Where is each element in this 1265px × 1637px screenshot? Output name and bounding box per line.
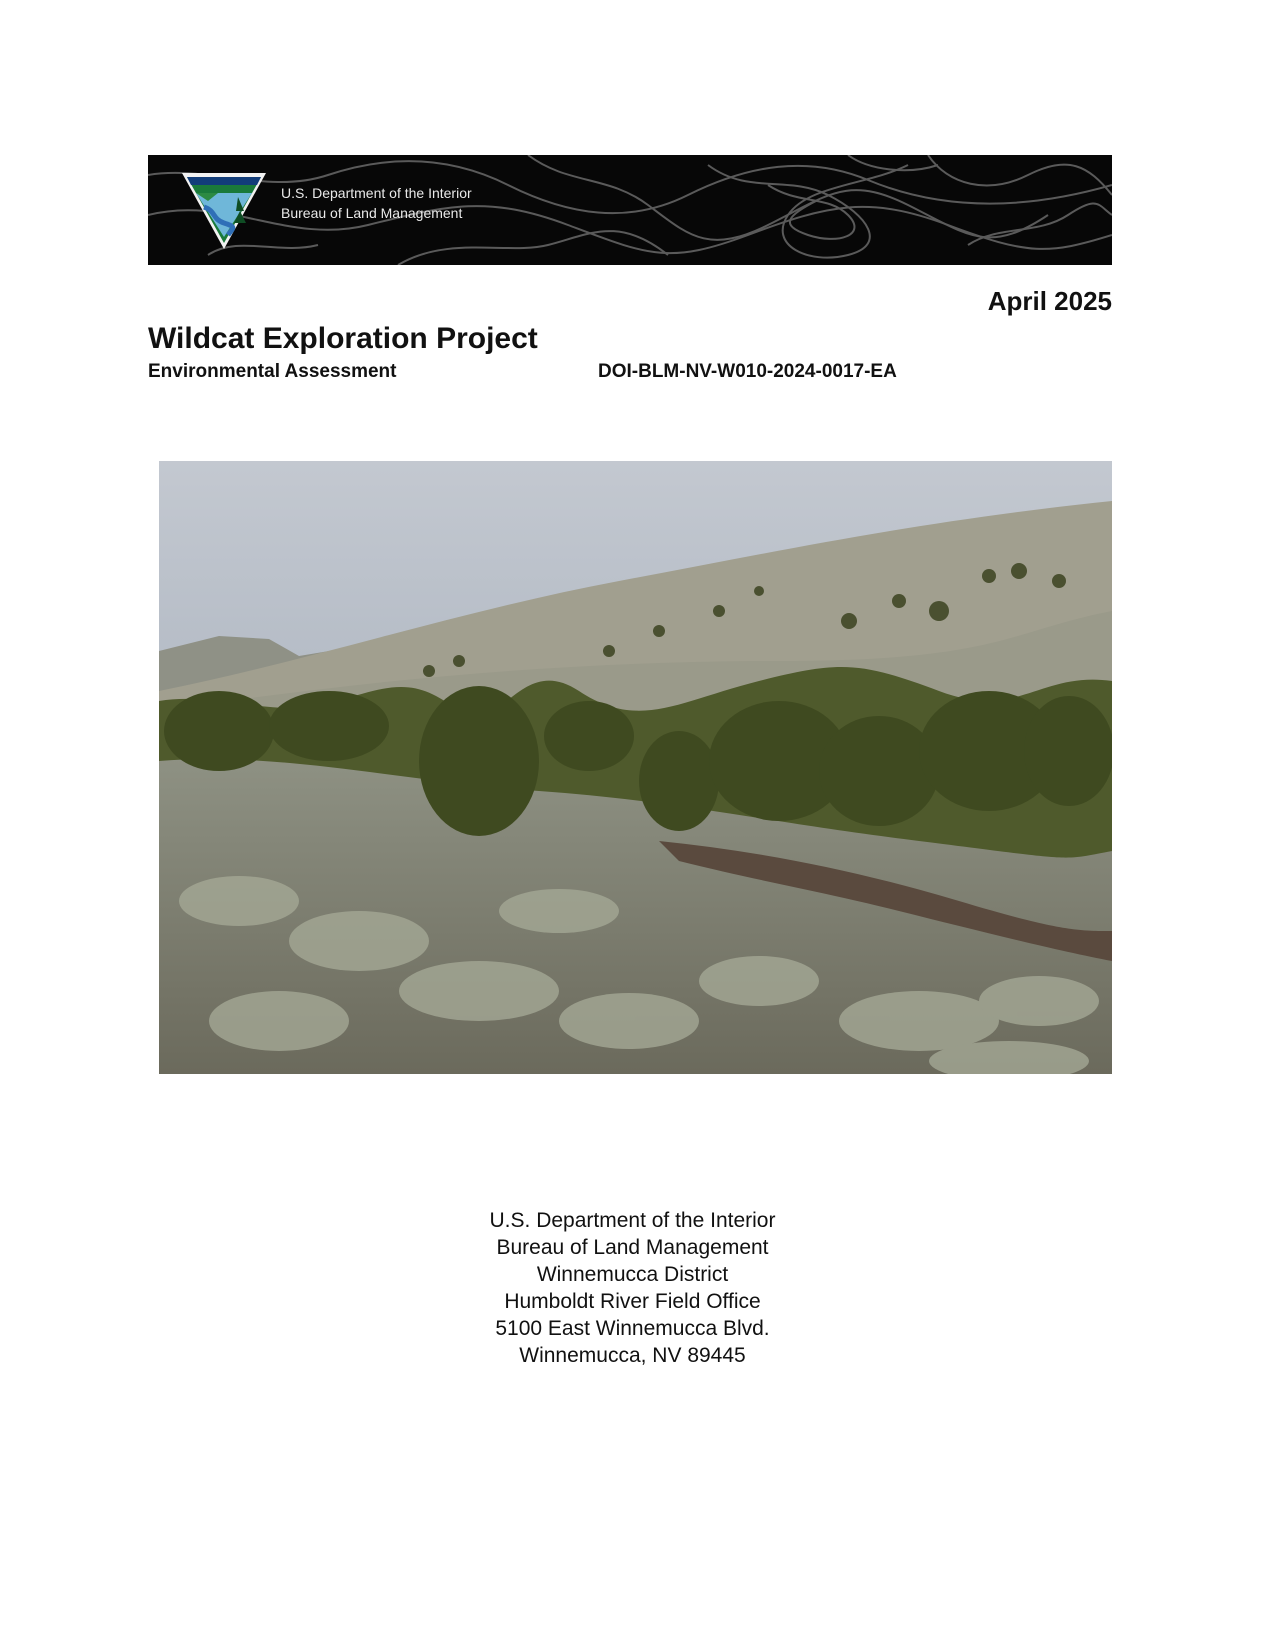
address-line-district: Winnemucca District [536,1263,729,1286]
address-line-street: 5100 East Winnemucca Blvd. [495,1317,770,1340]
header-banner [148,155,1112,265]
landscape-illustration [159,461,1112,1074]
document-subtitle: Environmental Assessment [148,361,397,382]
address-line-field-office: Humboldt River Field Office [504,1290,761,1313]
agency-line-bureau: Bureau of Land Management [281,205,463,221]
agency-name [281,183,472,223]
document-id: DOI-BLM-NV-W010-2024-0017-EA [598,361,897,382]
agency-line-department: U.S. Department of the Interior [281,185,472,201]
office-address [0,1207,1265,1369]
landscape-photo [159,461,1112,1074]
publication-date: April 2025 [987,286,1112,316]
address-line-bureau: Bureau of Land Management [496,1236,769,1259]
blm-logo-icon [178,167,270,253]
document-title: Wildcat Exploration Project [148,322,538,355]
address-line-city: Winnemucca, NV 89445 [519,1344,746,1367]
address-line-department: U.S. Department of the Interior [489,1209,776,1232]
